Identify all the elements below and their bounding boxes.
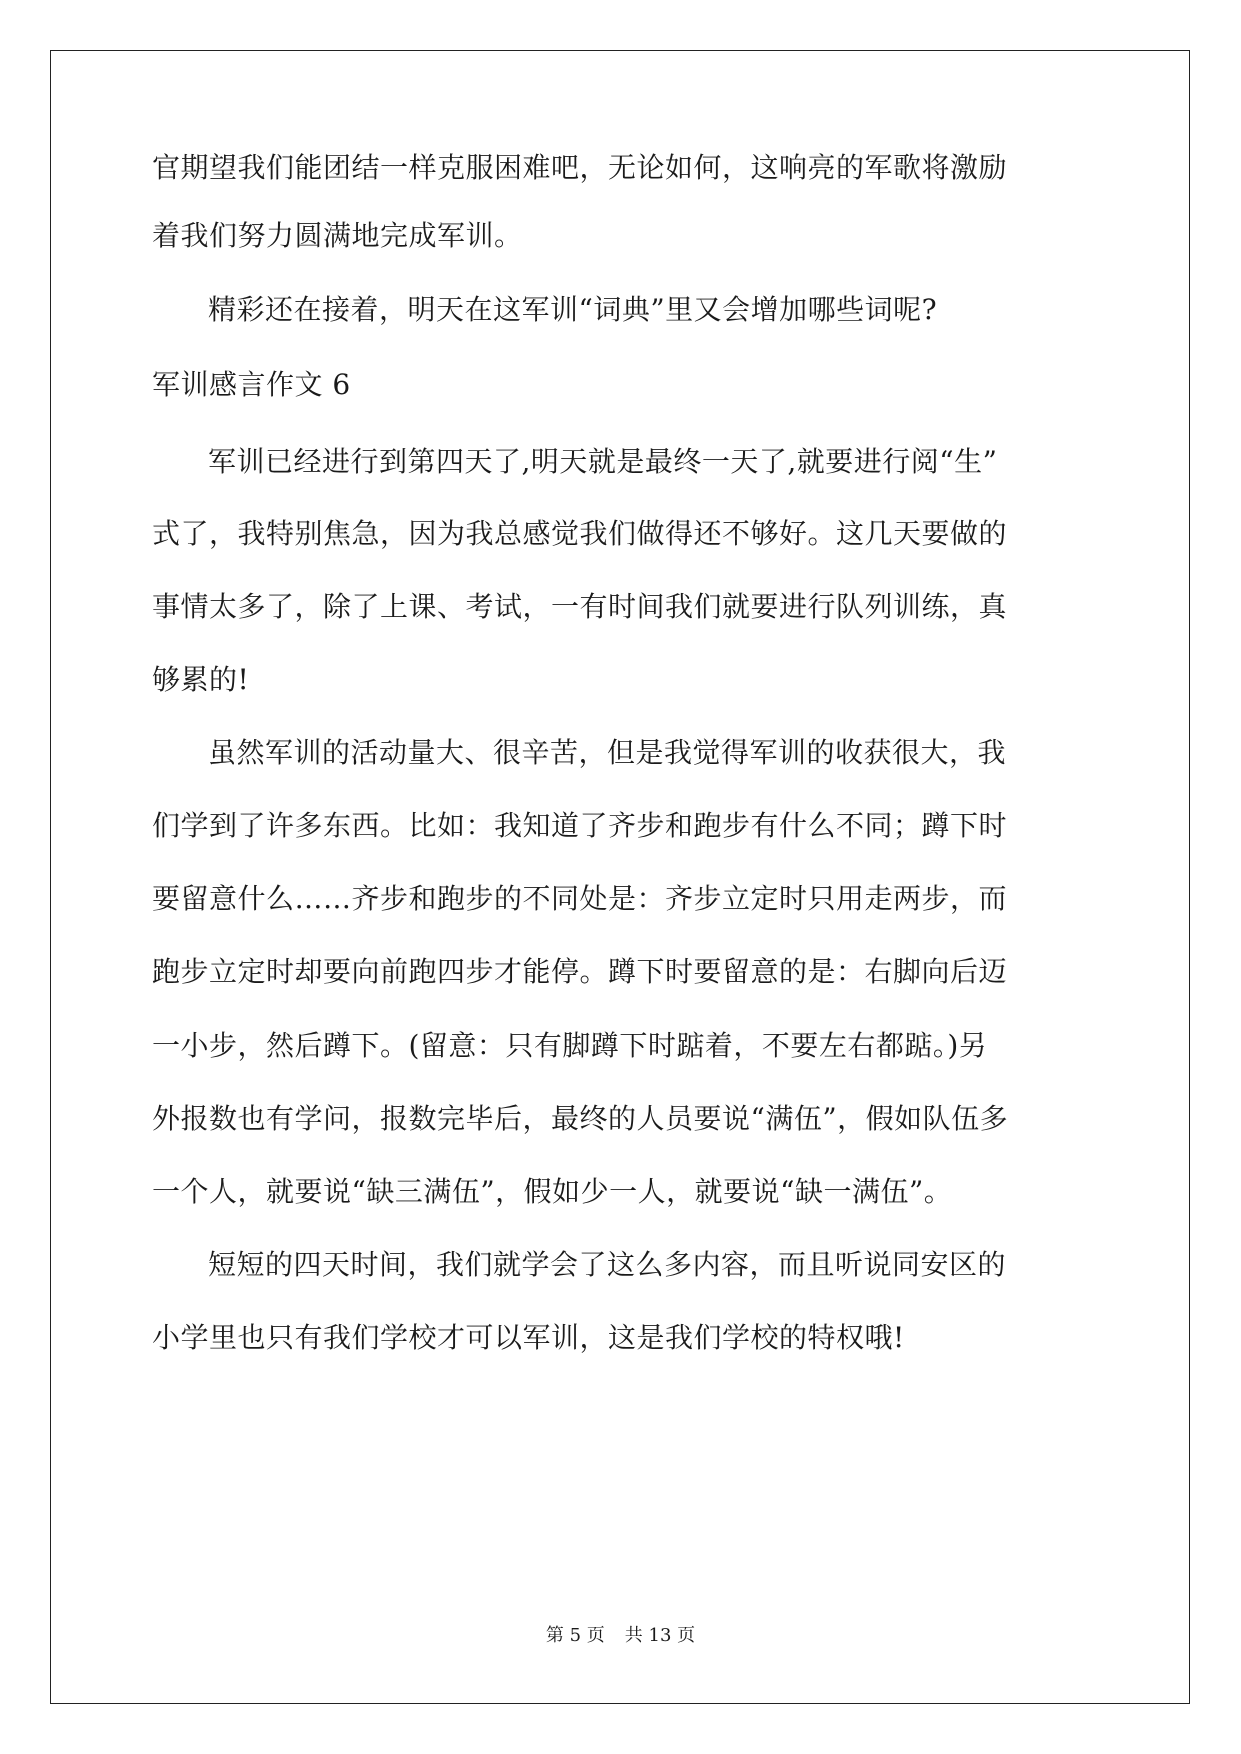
text-line: 着我们努力圆满地完成军训。 <box>152 219 523 252</box>
text-line: 式了，我特别焦急，因为我总感觉我们做得还不够好。这几天要做的 <box>152 517 1008 550</box>
paragraph-line: 精彩还在接着，明天在这军训“词典”里又会增加哪些词呢? <box>208 293 938 326</box>
text-line: 一小步，然后蹲下。(留意：只有脚蹲下时踮着，不要左右都踮。)另 <box>152 1029 988 1062</box>
page-total: 共 13 页 <box>624 1625 696 1646</box>
text-line: 跑步立定时却要向前跑四步才能停。蹲下时要留意的是：右脚向后迈 <box>152 955 1008 988</box>
text-line: 外报数也有学问，报数完毕后，最终的人员要说“满伍”，假如队伍多 <box>152 1102 1009 1135</box>
section-heading: 军训感言作文 6 <box>152 368 351 401</box>
page-footer <box>0 1624 1241 1648</box>
text-line: 们学到了许多东西。比如：我知道了齐步和跑步有什么不同；蹲下时 <box>152 809 1008 842</box>
paragraph-line: 军训已经进行到第四天了,明天就是最终一天了,就要进行阅“生” <box>208 445 998 478</box>
paragraph-line: 虽然军训的活动量大、很辛苦，但是我觉得军训的收获很大，我 <box>208 736 1007 769</box>
paragraph-line: 短短的四天时间，我们就学会了这么多内容，而且听说同安区的 <box>208 1248 1007 1281</box>
text-line: 要留意什么……齐步和跑步的不同处是：齐步立定时只用走两步，而 <box>152 882 1008 915</box>
page-number: 第 5 页 <box>545 1625 605 1646</box>
text-line: 一个人，就要说“缺三满伍”，假如少一人，就要说“缺一满伍”。 <box>152 1175 953 1208</box>
text-line: 小学里也只有我们学校才可以军训，这是我们学校的特权哦! <box>152 1321 905 1354</box>
text-line: 事情太多了，除了上课、考试，一有时间我们就要进行队列训练，真 <box>152 590 1008 623</box>
text-line: 够累的! <box>152 663 250 696</box>
text-line: 官期望我们能团结一样克服困难吧，无论如何，这响亮的军歌将激励 <box>152 151 1008 184</box>
